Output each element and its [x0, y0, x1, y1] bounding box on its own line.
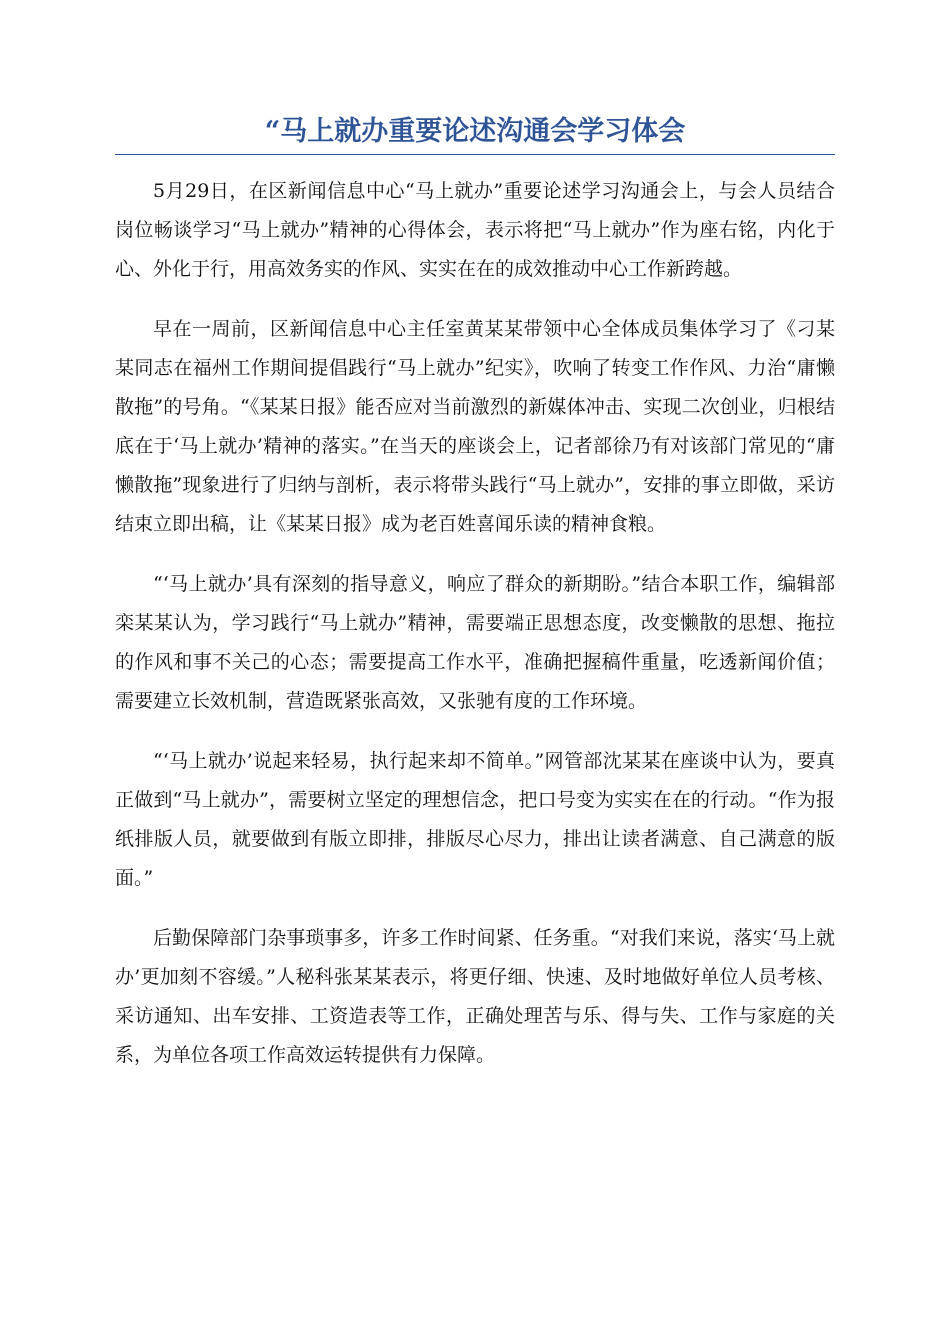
title-underline: [115, 154, 835, 155]
document-body: [115, 172, 835, 1096]
page-title: “马上就办重要论述沟通会学习体会: [264, 116, 686, 147]
paragraph-4: “‘马上就办’说起来轻易，执行起来却不简单。”网管部沈某某在座谈中认为，要真正做到“马上就办”，需要树立坚定的理想信念，把口号变为实实在在的行动。“作为报纸排版人员，就要做到有版立即排，排版尽心尽力，排出让读者满意、自己满意的版面。”: [115, 750, 835, 889]
paragraph-1: 5月29日，在区新闻信息中心“马上就办”重要论述学习沟通会上，与会人员结合岗位畅谈学习“马上就办”精神的心得体会，表示将把“马上就办”作为座右铭，内化于心、外化于行，用高效务实的作风、实实在在的成效推动中心工作新跨越。: [115, 180, 835, 280]
paragraph-2: 早在一周前，区新闻信息中心主任室黄某某带领中心全体成员集体学习了《刁某某同志在福州工作期间提倡践行“马上就办”纪实》，吹响了转变工作作风、力治“庸懒散拖”的号角。“《某某日报》能否应对当前激烈的新媒体冲击、实现二次创业，归根结底在于‘马上就办’精神的落实。”在当天的座谈会上，记者部徐乃有对该部门常见的“庸懒散拖”现象进行了归纳与剖析，表示将带头践行“马上就办”，安排的事立即做，采访结束立即出稿，让《某某日报》成为老百姓喜闻乐读的精神食粮。: [115, 318, 835, 535]
paragraph-3: “‘马上就办’具有深刻的指导意义，响应了群众的新期盼。”结合本职工作，编辑部栾某某认为，学习践行“马上就办”精神，需要端正思想态度，改变懒散的思想、拖拉的作风和事不关己的心态；需要提高工作水平，准确把握稿件重量，吃透新闻价值；需要建立长效机制，营造既紧张高效，又张驰有度的工作环境。: [115, 573, 835, 712]
paragraph-5: 后勤保障部门杂事琐事多，许多工作时间紧、任务重。“对我们来说，落实‘马上就办’更加刻不容缓。”人秘科张某某表示，将更仔细、快速、及时地做好单位人员考核、采访通知、出车安排、工资造表等工作，正确处理苦与乐、得与失、工作与家庭的关系，为单位各项工作高效运转提供有力保障。: [115, 927, 835, 1066]
